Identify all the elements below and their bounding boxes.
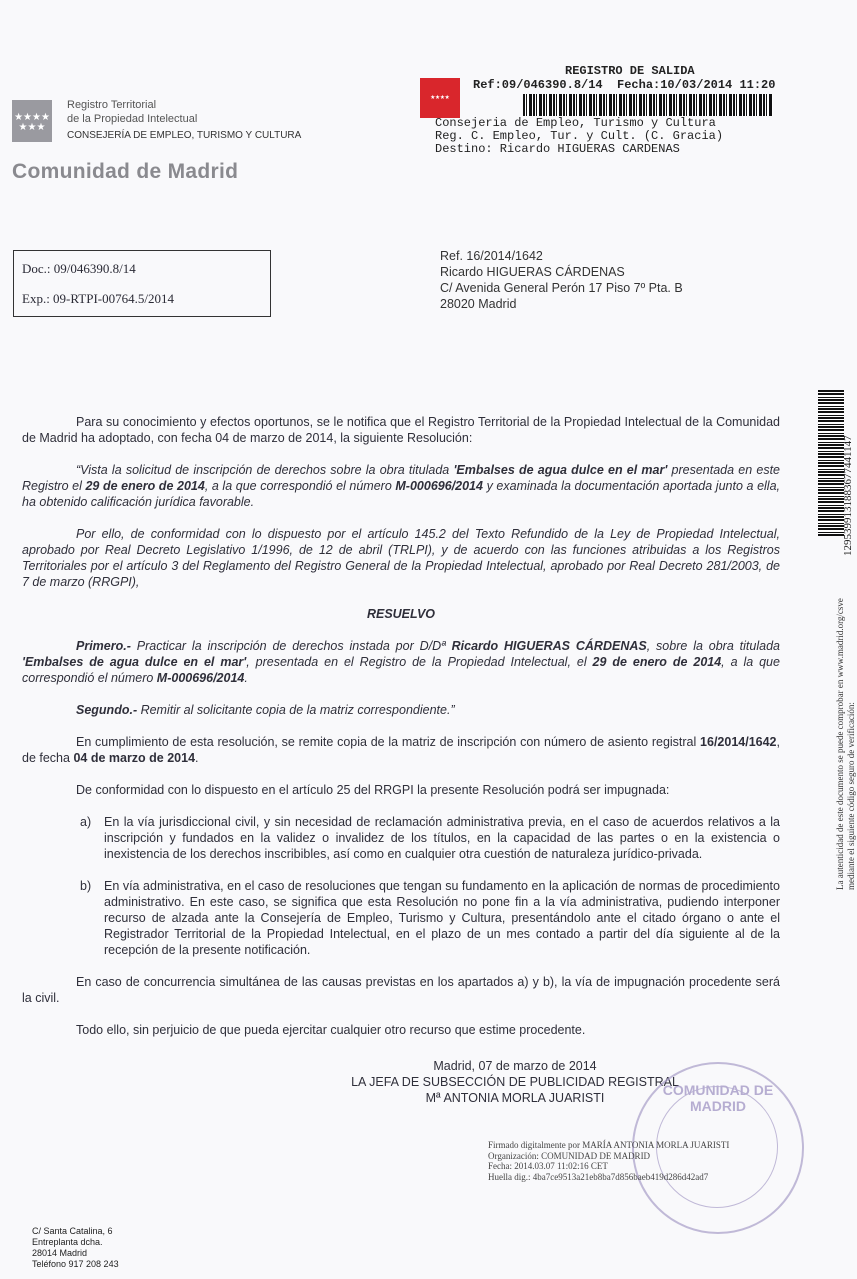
paragraph-vista: “Vista la solicitud de inscripción de derechos sobre la obra titulada 'Embalses de agua dulce en el mar' presentada en este Registro el 29 de enero de 2014, a la que correspondió el número M-000696/2014 y examinada la documentación aportada junto a ella, ha obtenido calificación jurídica favorable. (22, 463, 780, 509)
org-name (67, 98, 197, 126)
verification-code: 1295399131883677441147 (842, 435, 854, 556)
signature-name: Mª ANTONIA MORLA JUARISTI (425, 1091, 605, 1105)
paragraph-intro: Para su conocimiento y efectos oportunos, se le notifica que el Registro Territorial de la Propiedad Intelectual de la Comunidad de Madrid ha adoptado, con fecha 04 de marzo de 2014, la siguiente Resolución: (22, 415, 780, 445)
digital-signature: Firmado digitalmente por MARÍA ANTONIA MORLA JUARISTI Organización: COMUNIDAD DE MADRID Fecha: 2014.03.07 11:02:16 CET Huella dig.: 4ba7ce9513a21eb8ba7d856baeb419d286d42ad7 (488, 1140, 730, 1182)
comunidad-title: Comunidad de Madrid (12, 160, 239, 183)
madrid-flag-icon: ★★★★ (420, 78, 460, 118)
stamp-line2: Reg. C. Empleo, Tur. y Cult. (C. Gracia) (435, 129, 724, 143)
paragraph-todo-ello: Todo ello, sin perjuicio de que pueda ejercitar cualquier otro recurso que estime procedente. (76, 1023, 586, 1037)
paragraph-conformidad: De conformidad con lo dispuesto en el artículo 25 del RRGPI la presente Resolución podrá ser impugnada: (76, 783, 670, 797)
address-city: 28020 Madrid (440, 297, 517, 311)
doc-number: Doc.: 09/046390.8/14 (22, 261, 136, 276)
document-body (22, 414, 780, 1038)
official-seal-icon: COMUNIDAD DE MADRID (632, 1062, 804, 1234)
stamp-title: REGISTRO DE SALIDA (565, 64, 695, 78)
stamp-barcode-icon (523, 94, 773, 116)
paragraph-por-ello: Por ello, de conformidad con lo dispuesto por el artículo 145.2 del Texto Refundido de la Ley de Propiedad Intelectual, aprobado por Real Decreto Legislativo 1/1996, de 12 de abril (TRLPI), y de acuerdo con las funciones atribuidas a los Registros Territoriales por el artículo 3 del Reglamento del Registro General de la Propiedad Intelectual, aprobado por Real Decreto 281/2003, de 7 de marzo (RRGPI), (22, 527, 780, 589)
exp-number: Exp.: 09-RTPI-00764.5/2014 (22, 291, 174, 306)
stars-icon: ★★★★ ★★★ (14, 112, 50, 133)
org-line2: de la Propiedad Intelectual (67, 113, 198, 125)
org-line1: Registro Territorial (67, 99, 157, 111)
footer-address: C/ Santa Catalina, 6 Entreplanta dcha. 28014 Madrid Teléfono 917 208 243 (32, 1226, 119, 1269)
org-consejeria: CONSEJERÍA DE EMPLEO, TURISMO Y CULTURA (67, 130, 302, 141)
list-item-b: b) En vía administrativa, en el caso de resoluciones que tengan su fundamento en la aplicación de normas de procedimiento administrativo. En este caso, se significa que esta Resolución no pone fin a la vía administrativa, pudiendo interponer recurso de alzada ante la Consejería de Empleo, Turismo y Cultura, presentándolo ante el citado órgano o ante el Registrador Territorial de la Propiedad Intelectual, en el plazo de un mes contado a partir del día siguiente al de la recepción de la presente notificación. (80, 879, 780, 957)
verification-text: La autenticidad de este documento se puede comprobar en www.madrid.org/csve mediante el siguiente código seguro de verificación: (835, 598, 856, 890)
stamp-line1: Consejeria de Empleo, Turismo y Cultura (435, 116, 716, 130)
list-item-a: a) En la vía jurisdiccional civil, y sin necesidad de reclamación administrativa previa, en el caso de acuerdos relativos a la inscripción y fundados en la validez o invalidez de los títulos, en la capacidad de las partes o en la existencia o inexistencia de los derechos inscribibles, así como en cualquier otra cuestión de naturaleza jurídico-privada. (80, 815, 780, 861)
address-street: C/ Avenida General Perón 17 Piso 7º Pta. B (440, 281, 683, 295)
registro-salida-stamp (415, 60, 815, 160)
address-name: Ricardo HIGUERAS CÁRDENAS (440, 265, 625, 279)
paragraph-segundo: Segundo.- Remitir al solicitante copia de la matriz correspondiente.” (76, 703, 455, 717)
signature-role: LA JEFA DE SUBSECCIÓN DE PUBLICIDAD REGISTRAL (351, 1075, 679, 1089)
verification-barcode-icon (818, 390, 844, 536)
signature-date: Madrid, 07 de marzo de 2014 (433, 1059, 597, 1073)
resuelvo-heading: RESUELVO (366, 607, 436, 621)
stamp-line3: Destino: Ricardo HIGUERAS CARDENAS (435, 142, 680, 156)
stamp-ref: Ref:09/046390.8/14 Fecha:10/03/2014 11:20 (473, 78, 776, 92)
paragraph-primero: Primero.- Practicar la inscripción de derechos instada por D/Dª Ricardo HIGUERAS CÁRDENAS, sobre la obra titulada 'Embalses de agua dulce en el mar', presentada en el Registro de la Propiedad Intelectual, el 29 de enero de 2014, a la que correspondió el número M-000696/2014. (22, 639, 780, 685)
address-ref: Ref. 16/2014/1642 (440, 249, 543, 263)
recipient-address (440, 248, 683, 312)
paragraph-concurrencia: En caso de concurrencia simultánea de las causas previstas en los apartados a) y b), la vía de impugnación procedente será la civil. (22, 975, 780, 1005)
paragraph-cumplimiento: En cumplimiento de esta resolución, se remite copia de la matriz de inscripción con número de asiento registral 16/2014/1642, de fecha 04 de marzo de 2014. (22, 735, 780, 765)
comunidad-madrid-logo-icon (12, 100, 52, 142)
doc-box (13, 250, 271, 317)
